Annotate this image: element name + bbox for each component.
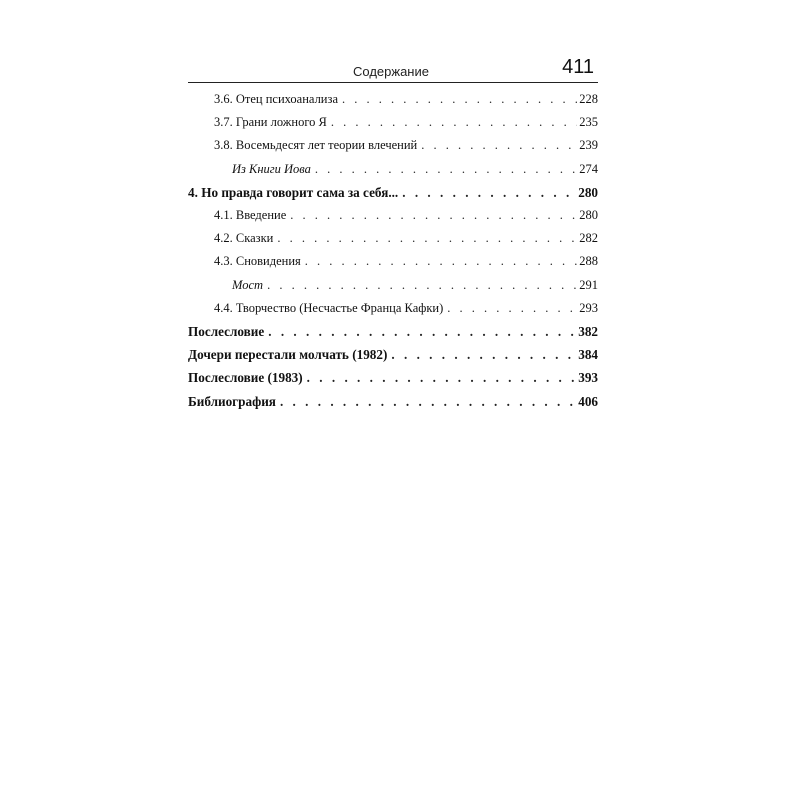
toc-entry-title: 3.6. Отец психоанализа [214,92,338,106]
dot-leader [268,320,576,343]
dot-leader [290,204,577,227]
dot-leader [331,111,577,134]
toc-entry-page: 382 [578,324,598,340]
toc-entry-page: 228 [579,92,598,106]
toc-entry-title: Дочери перестали молчать (1982) [188,347,388,363]
section-name: Содержание [353,64,429,79]
toc-entry [188,366,598,389]
toc-entry [188,88,598,111]
dot-leader [342,88,577,111]
toc-entry [188,297,598,320]
toc-entry-page: 288 [579,254,598,269]
toc-entry-title: 4. Но правда говорит сама за себя... [188,184,399,200]
toc-entry-page: 235 [579,115,598,130]
dot-leader [267,274,577,297]
toc-entry-page: 282 [579,231,598,246]
toc-entry-title: Библиография [188,393,276,409]
header-rule [188,82,598,83]
toc-entry [188,343,598,366]
toc-entry-title: Послесловие [188,324,265,340]
toc-entry-page: 406 [578,393,598,409]
toc-entry [188,204,598,227]
toc-entry [188,390,598,413]
dot-leader [280,390,576,413]
toc-entry-title: Послесловие (1983) [188,370,303,386]
toc-entry [188,111,598,134]
dot-leader [315,158,577,181]
toc-entry-title: 4.4. Творчество (Несчастье Франца Кафки) [214,300,444,315]
toc-entry-page: 393 [578,370,598,386]
toc-entry [188,181,598,204]
toc-entry-title: 4.1. Введение [214,208,287,223]
toc-entry-title: 4.3. Сновидения [214,254,301,269]
toc-entry-page: 384 [578,347,598,363]
toc-entry-page: 291 [579,277,598,292]
toc-entry [188,227,598,250]
toc-entry-title: Мост [232,277,264,292]
dot-leader [277,227,577,250]
toc-entry-title: 3.8. Восемьдесят лет теории влечений [214,138,418,153]
running-head [188,56,598,86]
toc-entry [188,250,598,273]
table-of-contents [188,88,598,413]
toc-entry [188,158,598,181]
dot-leader [421,134,577,157]
toc-entry-page: 280 [579,208,598,223]
toc-entry-page: 293 [579,300,598,315]
dot-leader [391,343,576,366]
toc-entry-page: 280 [578,184,598,200]
toc-entry-title: 4.2. Сказки [214,231,274,246]
toc-entry-page: 274 [579,161,598,176]
dot-leader [305,250,577,273]
toc-entry [188,134,598,157]
toc-entry [188,320,598,343]
page-number: 411 [562,56,594,78]
toc-entry-title: 3.7. Грани ложного Я [214,115,327,130]
dot-leader [402,181,576,204]
dot-leader [307,366,577,389]
toc-entry-page: 239 [579,138,598,153]
toc-entry-title: Из Книги Иова [232,161,311,176]
dot-leader [447,297,577,320]
toc-entry [188,274,598,297]
